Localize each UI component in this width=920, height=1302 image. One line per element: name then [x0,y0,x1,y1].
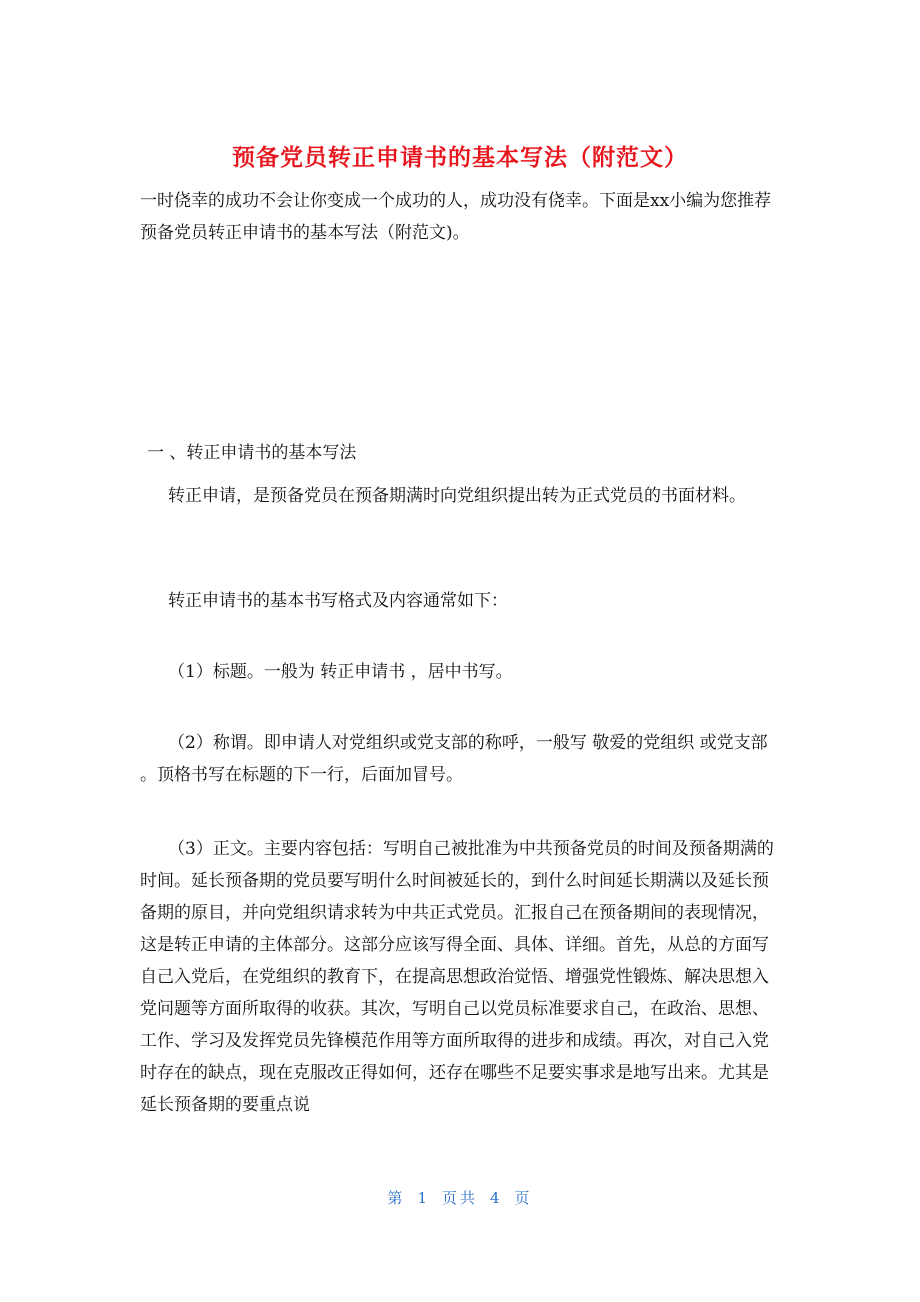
intro-paragraph: 一时侥幸的成功不会让你变成一个成功的人，成功没有侥幸。下面是xx小编为您推荐预备党员转正申请书的基本写法（附范文)。 [140,191,772,243]
paragraph-title-rule: （1）标题。一般为 转正申请书 ，居中书写。 [168,662,513,682]
section-heading: 一 、转正申请书的基本写法 [147,443,357,463]
document-title: 预备党员转正申请书的基本写法（附范文） [232,145,688,171]
footer-current-page: 1 [417,1189,430,1207]
paragraph-definition: 转正申请，是预备党员在预备期满时向党组织提出转为正式党员的书面材料。 [168,486,746,506]
footer-label-of: 页共 [441,1189,478,1207]
paragraph-salutation-rule: （2）称谓。即申请人对党组织或党支部的称呼，一般写 敬爱的党组织 或党支部 。顶格书写在标题的下一行，后面加冒号。 [140,733,768,785]
page-number-footer [0,1186,920,1210]
paragraph-format-intro: 转正申请书的基本书写格式及内容通常如下： [168,591,508,611]
paragraph-body-rule: （3）正文。主要内容包括：写明自己被批准为中共预备党员的时间及预备期满的时间。延长预备期的党员要写明什么时间被延长的，到什么时间延长期满以及延长预备期的原目，并向党组织请求转为中共正式党员。汇报自己在预备期间的表现情况，这是转正申请的主体部分。这部分应该写得全面、具体、详细。首先，从总的方面写自己入党后，在党组织的教育下，在提高思想政治觉悟、增强党性锻炼、解决思想入党问题等方面所取得的收获。其次，写明自己以党员标准要求自己，在政治、思想、工作、学习及发挥党员先锋模范作用等方面所取得的进步和成绩。再次，对自己入党时存在的缺点，现在克服改正得如何，还存在哪些不足要实事求是地写出来。尤其是延长预备期的要重点说 [140,839,774,1115]
footer-total-pages: 4 [490,1189,503,1207]
footer-label-page: 第 [387,1189,406,1207]
footer-label-unit: 页 [514,1189,533,1207]
